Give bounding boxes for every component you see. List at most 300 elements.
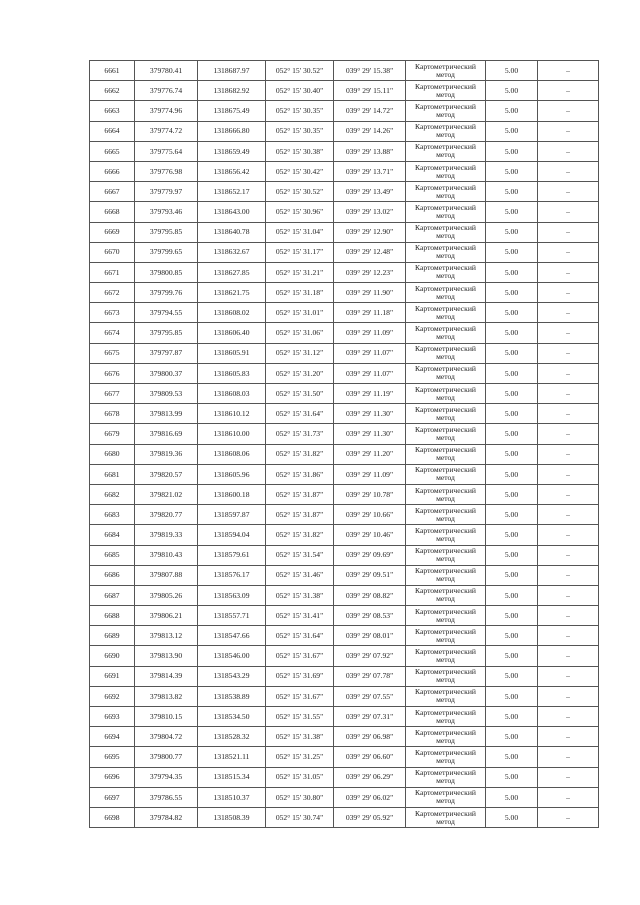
table-row [90,202,599,222]
coord-y: 1318666.80 [198,121,266,141]
latitude: 052° 15' 30.52" [266,182,334,202]
latitude: 052° 15' 31.18" [266,283,334,303]
point-number: 6669 [90,222,135,242]
coord-y: 1318597.87 [198,505,266,525]
coord-x: 379813.12 [135,626,198,646]
coord-y: 1318610.12 [198,404,266,424]
point-number: 6693 [90,707,135,727]
coord-y: 1318508.39 [198,807,266,827]
latitude: 052° 15' 31.04" [266,222,334,242]
latitude: 052° 15' 31.25" [266,747,334,767]
point-number: 6676 [90,363,135,383]
dash-cell: – [538,242,599,262]
method-cell: Картометрический метод [406,141,486,161]
latitude: 052° 15' 31.64" [266,626,334,646]
precision-cell: 5.00 [486,464,538,484]
coord-x: 379819.36 [135,444,198,464]
coord-y: 1318557.71 [198,606,266,626]
point-number: 6674 [90,323,135,343]
coord-y: 1318528.32 [198,727,266,747]
coord-x: 379820.77 [135,505,198,525]
table-row [90,484,599,504]
point-number: 6685 [90,545,135,565]
coord-x: 379820.57 [135,464,198,484]
longitude: 039° 29' 12.90" [334,222,406,242]
point-number: 6677 [90,384,135,404]
table-body [90,61,599,828]
dash-cell: – [538,262,599,282]
method-cell: Картометрический метод [406,505,486,525]
point-number: 6662 [90,81,135,101]
coord-y: 1318656.42 [198,161,266,181]
precision-cell: 5.00 [486,505,538,525]
longitude: 039° 29' 15.11" [334,81,406,101]
longitude: 039° 29' 11.90" [334,283,406,303]
latitude: 052° 15' 31.73" [266,424,334,444]
coord-y: 1318675.49 [198,101,266,121]
dash-cell: – [538,141,599,161]
table-row [90,343,599,363]
coord-y: 1318682.92 [198,81,266,101]
longitude: 039° 29' 06.60" [334,747,406,767]
coord-x: 379794.35 [135,767,198,787]
longitude: 039° 29' 11.19" [334,384,406,404]
coord-x: 379810.43 [135,545,198,565]
table-row [90,585,599,605]
precision-cell: 5.00 [486,141,538,161]
method-cell: Картометрический метод [406,81,486,101]
method-cell: Картометрический метод [406,222,486,242]
precision-cell: 5.00 [486,525,538,545]
latitude: 052° 15' 31.87" [266,484,334,504]
coord-y: 1318652.17 [198,182,266,202]
method-cell: Картометрический метод [406,686,486,706]
longitude: 039° 29' 11.07" [334,363,406,383]
table-row [90,141,599,161]
latitude: 052° 15' 31.50" [266,384,334,404]
longitude: 039° 29' 06.02" [334,787,406,807]
precision-cell: 5.00 [486,81,538,101]
longitude: 039° 29' 06.98" [334,727,406,747]
coord-x: 379774.72 [135,121,198,141]
dash-cell: – [538,807,599,827]
dash-cell: – [538,767,599,787]
coord-x: 379774.96 [135,101,198,121]
coord-x: 379810.15 [135,707,198,727]
dash-cell: – [538,182,599,202]
precision-cell: 5.00 [486,747,538,767]
coord-y: 1318610.00 [198,424,266,444]
latitude: 052° 15' 30.40" [266,81,334,101]
dash-cell: – [538,666,599,686]
method-cell: Картометрический метод [406,484,486,504]
coord-y: 1318600.18 [198,484,266,504]
point-number: 6697 [90,787,135,807]
dash-cell: – [538,101,599,121]
method-cell: Картометрический метод [406,666,486,686]
coord-y: 1318576.17 [198,565,266,585]
method-cell: Картометрический метод [406,707,486,727]
table-row [90,424,599,444]
coord-y: 1318579.61 [198,545,266,565]
longitude: 039° 29' 10.46" [334,525,406,545]
precision-cell: 5.00 [486,484,538,504]
table-row [90,283,599,303]
coord-x: 379780.41 [135,61,198,81]
point-number: 6682 [90,484,135,504]
dash-cell: – [538,606,599,626]
coord-x: 379804.72 [135,727,198,747]
coord-y: 1318632.67 [198,242,266,262]
table-row [90,262,599,282]
longitude: 039° 29' 14.26" [334,121,406,141]
precision-cell: 5.00 [486,404,538,424]
precision-cell: 5.00 [486,646,538,666]
coord-y: 1318521.11 [198,747,266,767]
point-number: 6683 [90,505,135,525]
point-number: 6695 [90,747,135,767]
coord-x: 379776.74 [135,81,198,101]
point-number: 6661 [90,61,135,81]
point-number: 6672 [90,283,135,303]
point-number: 6681 [90,464,135,484]
table-row [90,121,599,141]
table-row [90,666,599,686]
precision-cell: 5.00 [486,101,538,121]
table-row [90,444,599,464]
dash-cell: – [538,363,599,383]
method-cell: Картометрический метод [406,444,486,464]
coord-y: 1318515.34 [198,767,266,787]
precision-cell: 5.00 [486,283,538,303]
longitude: 039° 29' 06.29" [334,767,406,787]
latitude: 052° 15' 31.82" [266,525,334,545]
latitude: 052° 15' 30.96" [266,202,334,222]
precision-cell: 5.00 [486,242,538,262]
table-row [90,182,599,202]
coord-y: 1318534.50 [198,707,266,727]
coord-x: 379795.85 [135,222,198,242]
coord-y: 1318606.40 [198,323,266,343]
point-number: 6696 [90,767,135,787]
table-row [90,727,599,747]
table-row [90,303,599,323]
dash-cell: – [538,222,599,242]
longitude: 039° 29' 13.02" [334,202,406,222]
precision-cell: 5.00 [486,686,538,706]
latitude: 052° 15' 31.01" [266,303,334,323]
latitude: 052° 15' 30.80" [266,787,334,807]
coord-y: 1318621.75 [198,283,266,303]
precision-cell: 5.00 [486,323,538,343]
longitude: 039° 29' 11.09" [334,464,406,484]
coord-x: 379775.64 [135,141,198,161]
table-row [90,384,599,404]
precision-cell: 5.00 [486,121,538,141]
table-row [90,242,599,262]
precision-cell: 5.00 [486,222,538,242]
point-number: 6663 [90,101,135,121]
table-row [90,686,599,706]
method-cell: Картометрический метод [406,464,486,484]
method-cell: Картометрический метод [406,404,486,424]
latitude: 052° 15' 30.38" [266,141,334,161]
precision-cell: 5.00 [486,444,538,464]
latitude: 052° 15' 31.46" [266,565,334,585]
latitude: 052° 15' 31.69" [266,666,334,686]
coord-y: 1318547.66 [198,626,266,646]
coord-y: 1318659.49 [198,141,266,161]
dash-cell: – [538,545,599,565]
coord-x: 379821.02 [135,484,198,504]
coord-y: 1318546.00 [198,646,266,666]
point-number: 6680 [90,444,135,464]
table-row [90,161,599,181]
longitude: 039° 29' 07.31" [334,707,406,727]
latitude: 052° 15' 31.67" [266,646,334,666]
dash-cell: – [538,585,599,605]
coord-y: 1318608.02 [198,303,266,323]
method-cell: Картометрический метод [406,525,486,545]
table-row [90,747,599,767]
coord-x: 379786.55 [135,787,198,807]
coord-y: 1318605.96 [198,464,266,484]
dash-cell: – [538,646,599,666]
longitude: 039° 29' 13.71" [334,161,406,181]
point-number: 6670 [90,242,135,262]
method-cell: Картометрический метод [406,585,486,605]
coord-x: 379813.82 [135,686,198,706]
method-cell: Картометрический метод [406,161,486,181]
longitude: 039° 29' 08.82" [334,585,406,605]
table-row [90,404,599,424]
dash-cell: – [538,565,599,585]
point-number: 6689 [90,626,135,646]
method-cell: Картометрический метод [406,545,486,565]
method-cell: Картометрический метод [406,565,486,585]
dash-cell: – [538,505,599,525]
dash-cell: – [538,323,599,343]
coord-y: 1318608.03 [198,384,266,404]
latitude: 052° 15' 31.82" [266,444,334,464]
coord-x: 379805.26 [135,585,198,605]
method-cell: Картометрический метод [406,787,486,807]
point-number: 6675 [90,343,135,363]
method-cell: Картометрический метод [406,606,486,626]
table-row [90,323,599,343]
coord-y: 1318687.97 [198,61,266,81]
coord-x: 379776.98 [135,161,198,181]
coord-y: 1318543.29 [198,666,266,686]
precision-cell: 5.00 [486,565,538,585]
method-cell: Картометрический метод [406,283,486,303]
point-number: 6668 [90,202,135,222]
latitude: 052° 15' 31.21" [266,262,334,282]
longitude: 039° 29' 10.78" [334,484,406,504]
longitude: 039° 29' 11.30" [334,424,406,444]
latitude: 052° 15' 31.06" [266,323,334,343]
dash-cell: – [538,384,599,404]
point-number: 6688 [90,606,135,626]
table-row [90,565,599,585]
longitude: 039° 29' 08.53" [334,606,406,626]
table-row [90,707,599,727]
table-row [90,505,599,525]
precision-cell: 5.00 [486,666,538,686]
dash-cell: – [538,161,599,181]
longitude: 039° 29' 07.78" [334,666,406,686]
coord-y: 1318538.89 [198,686,266,706]
table-row [90,222,599,242]
precision-cell: 5.00 [486,303,538,323]
coord-y: 1318510.37 [198,787,266,807]
precision-cell: 5.00 [486,262,538,282]
dash-cell: – [538,61,599,81]
point-number: 6666 [90,161,135,181]
point-number: 6694 [90,727,135,747]
coord-x: 379813.99 [135,404,198,424]
longitude: 039° 29' 11.09" [334,323,406,343]
longitude: 039° 29' 07.55" [334,686,406,706]
point-number: 6665 [90,141,135,161]
latitude: 052° 15' 31.20" [266,363,334,383]
longitude: 039° 29' 13.49" [334,182,406,202]
table-row [90,525,599,545]
table-row [90,646,599,666]
method-cell: Картометрический метод [406,323,486,343]
method-cell: Картометрический метод [406,727,486,747]
table-row [90,81,599,101]
dash-cell: – [538,787,599,807]
precision-cell: 5.00 [486,807,538,827]
longitude: 039° 29' 12.23" [334,262,406,282]
coord-y: 1318608.06 [198,444,266,464]
dash-cell: – [538,404,599,424]
longitude: 039° 29' 05.92" [334,807,406,827]
method-cell: Картометрический метод [406,767,486,787]
dash-cell: – [538,343,599,363]
coord-x: 379819.33 [135,525,198,545]
table-row [90,363,599,383]
dash-cell: – [538,81,599,101]
method-cell: Картометрический метод [406,101,486,121]
point-number: 6692 [90,686,135,706]
method-cell: Картометрический метод [406,807,486,827]
coord-y: 1318594.04 [198,525,266,545]
coord-x: 379779.97 [135,182,198,202]
coord-x: 379799.65 [135,242,198,262]
table-row [90,787,599,807]
method-cell: Картометрический метод [406,646,486,666]
dash-cell: – [538,686,599,706]
longitude: 039° 29' 11.30" [334,404,406,424]
latitude: 052° 15' 31.87" [266,505,334,525]
table-row [90,464,599,484]
point-number: 6698 [90,807,135,827]
method-cell: Картометрический метод [406,363,486,383]
method-cell: Картометрический метод [406,202,486,222]
coord-y: 1318605.83 [198,363,266,383]
table-row [90,61,599,81]
coord-y: 1318563.09 [198,585,266,605]
dash-cell: – [538,202,599,222]
point-number: 6684 [90,525,135,545]
precision-cell: 5.00 [486,727,538,747]
latitude: 052° 15' 31.55" [266,707,334,727]
coord-x: 379793.46 [135,202,198,222]
coord-x: 379794.55 [135,303,198,323]
table-row [90,807,599,827]
point-number: 6673 [90,303,135,323]
coord-y: 1318643.00 [198,202,266,222]
point-number: 6679 [90,424,135,444]
precision-cell: 5.00 [486,182,538,202]
method-cell: Картометрический метод [406,384,486,404]
coord-x: 379795.85 [135,323,198,343]
method-cell: Картометрический метод [406,182,486,202]
precision-cell: 5.00 [486,61,538,81]
dash-cell: – [538,464,599,484]
precision-cell: 5.00 [486,545,538,565]
longitude: 039° 29' 11.07" [334,343,406,363]
coord-y: 1318640.78 [198,222,266,242]
coord-x: 379807.88 [135,565,198,585]
precision-cell: 5.00 [486,707,538,727]
latitude: 052° 15' 30.35" [266,101,334,121]
precision-cell: 5.00 [486,787,538,807]
dash-cell: – [538,283,599,303]
dash-cell: – [538,525,599,545]
coord-x: 379800.77 [135,747,198,767]
point-number: 6686 [90,565,135,585]
dash-cell: – [538,707,599,727]
longitude: 039° 29' 10.66" [334,505,406,525]
longitude: 039° 29' 13.88" [334,141,406,161]
method-cell: Картометрический метод [406,242,486,262]
longitude: 039° 29' 14.72" [334,101,406,121]
coord-y: 1318627.85 [198,262,266,282]
coord-x: 379797.87 [135,343,198,363]
point-number: 6690 [90,646,135,666]
coord-x: 379800.37 [135,363,198,383]
latitude: 052° 15' 30.52" [266,61,334,81]
method-cell: Картометрический метод [406,747,486,767]
table-row [90,767,599,787]
coord-x: 379799.76 [135,283,198,303]
coord-x: 379814.39 [135,666,198,686]
longitude: 039° 29' 07.92" [334,646,406,666]
coord-x: 379800.85 [135,262,198,282]
precision-cell: 5.00 [486,384,538,404]
method-cell: Картометрический метод [406,343,486,363]
coord-x: 379806.21 [135,606,198,626]
method-cell: Картометрический метод [406,424,486,444]
coord-x: 379816.69 [135,424,198,444]
dash-cell: – [538,303,599,323]
longitude: 039° 29' 09.51" [334,565,406,585]
precision-cell: 5.00 [486,343,538,363]
precision-cell: 5.00 [486,424,538,444]
precision-cell: 5.00 [486,626,538,646]
latitude: 052° 15' 31.41" [266,606,334,626]
precision-cell: 5.00 [486,585,538,605]
dash-cell: – [538,727,599,747]
dash-cell: – [538,424,599,444]
coordinates-table [89,60,599,828]
dash-cell: – [538,444,599,464]
table-row [90,626,599,646]
method-cell: Картометрический метод [406,626,486,646]
